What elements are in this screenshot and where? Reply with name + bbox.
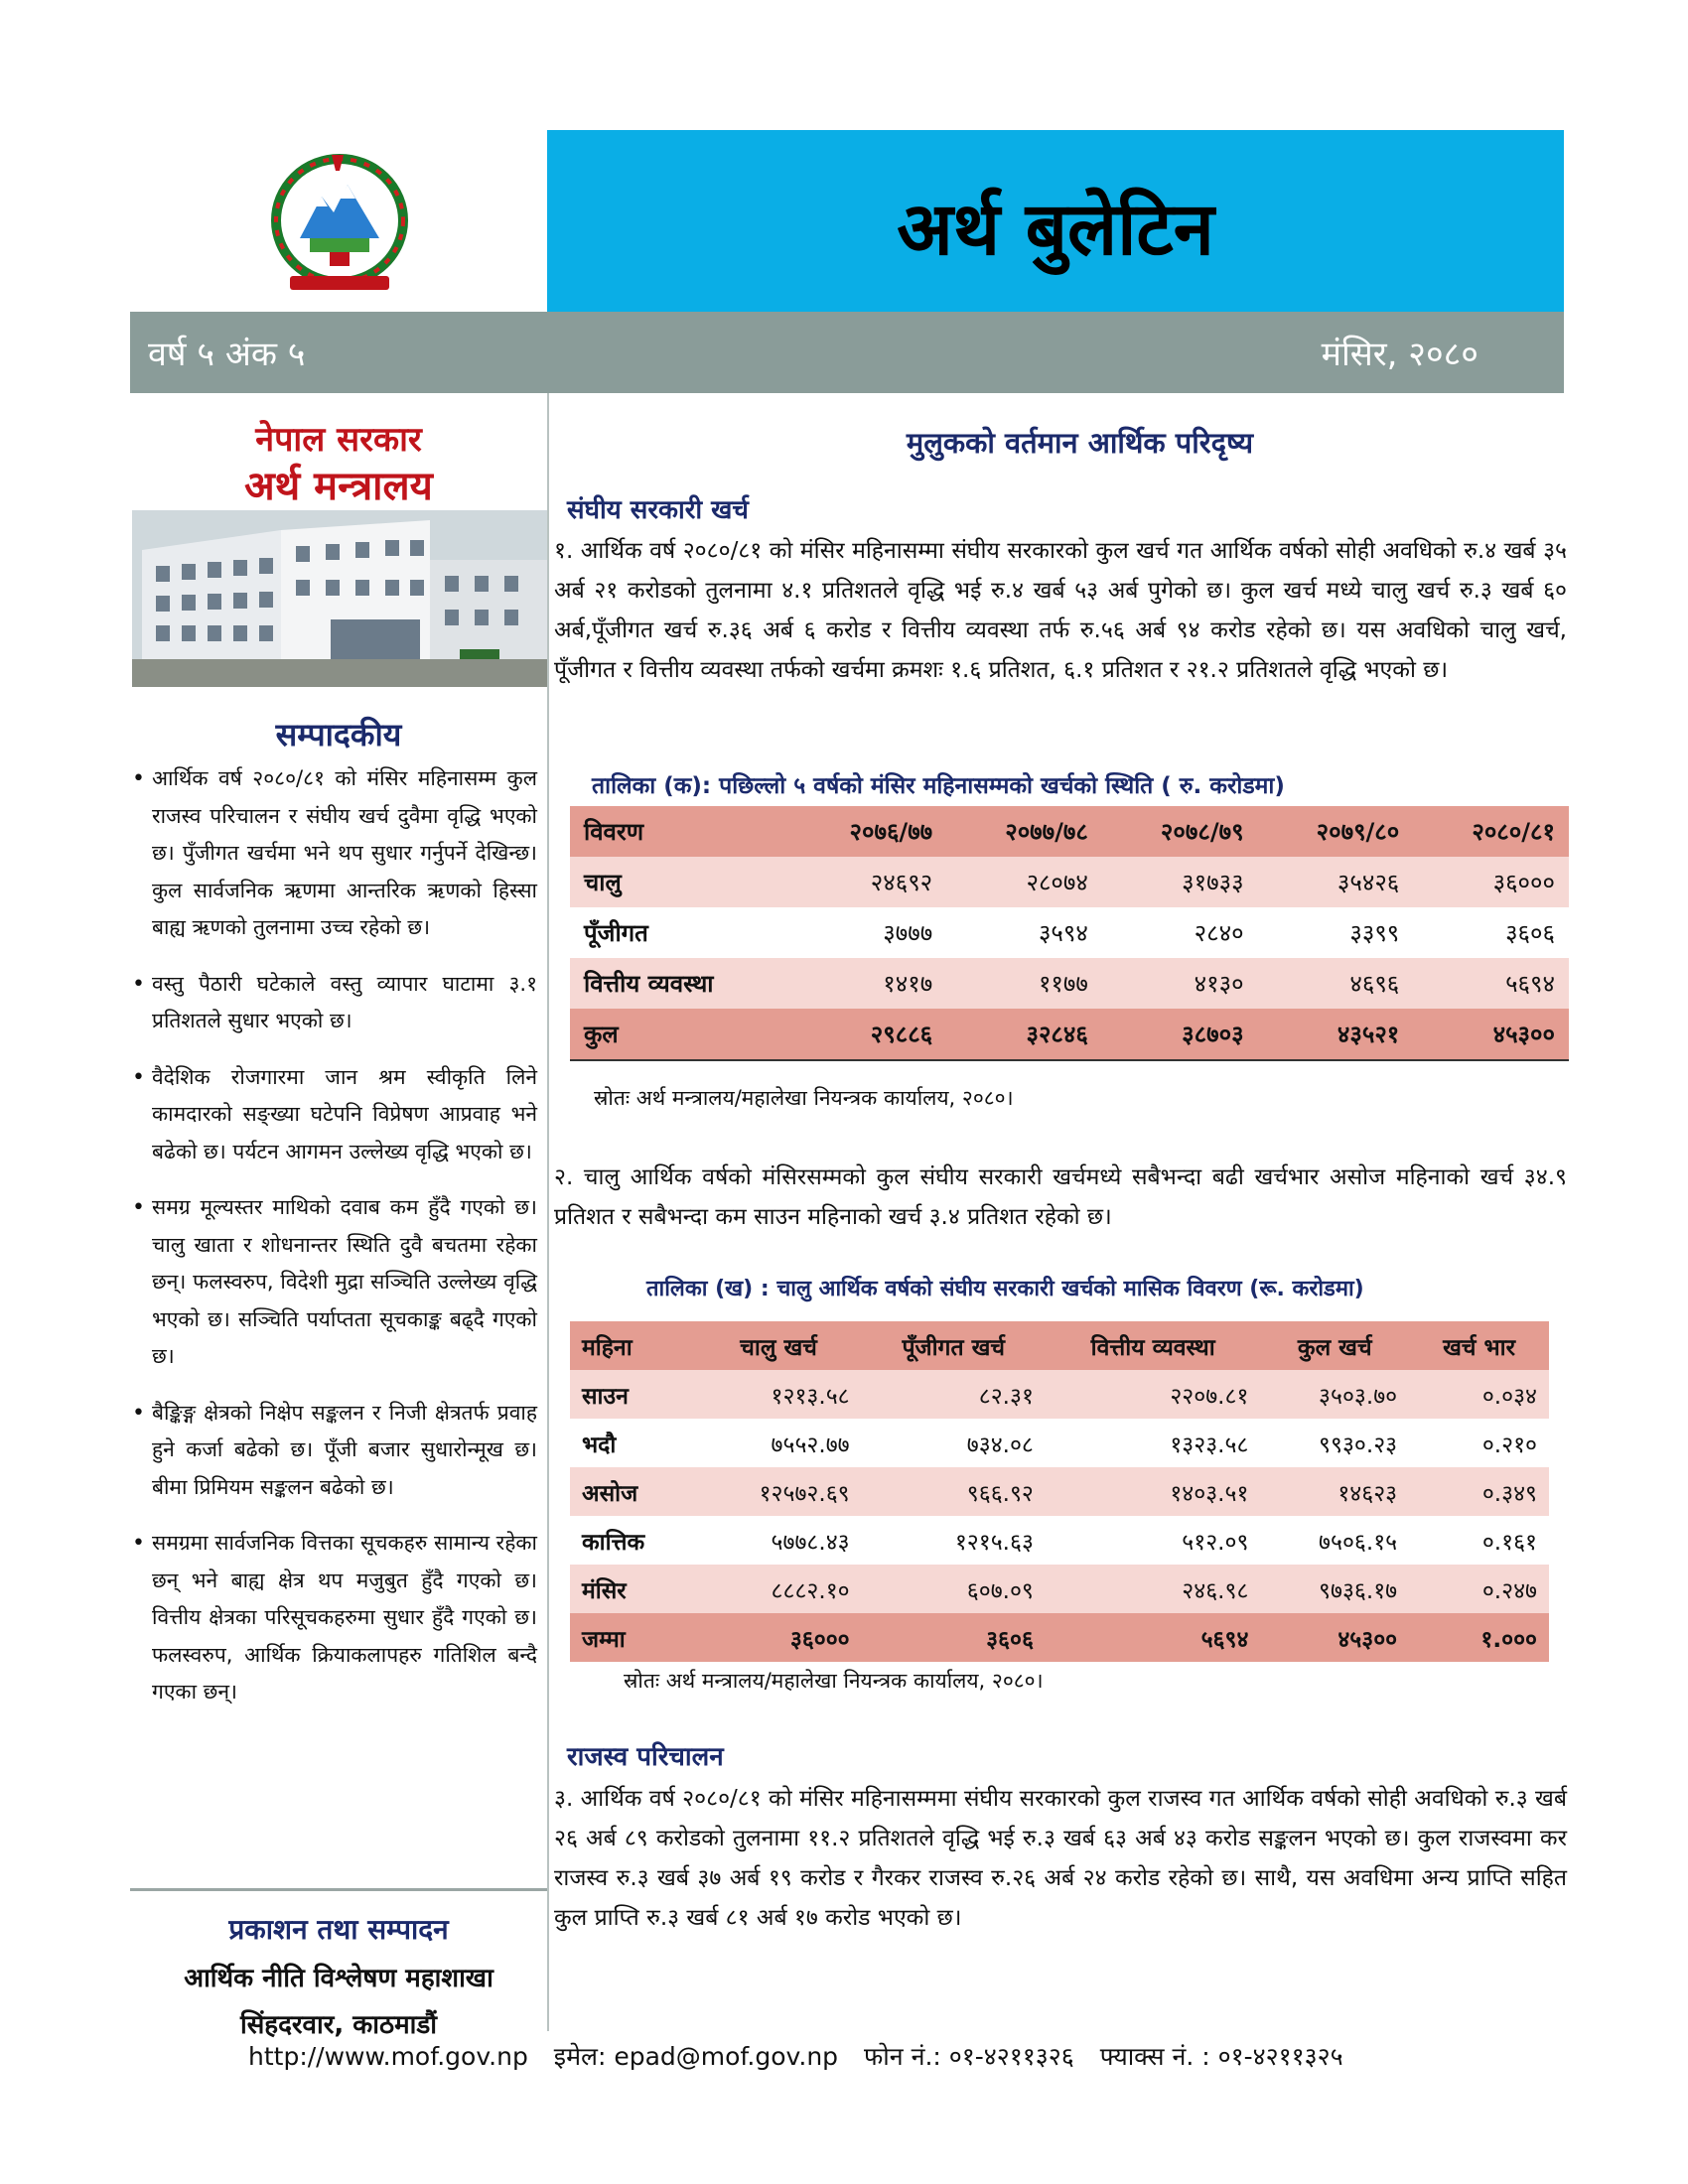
table-b [570,1321,1549,1662]
table-header-cell: कुल खर्च [1297,1334,1372,1361]
section-heading-expenditure: संघीय सरकारी खर्च [567,495,749,525]
table-cell: १४६२३ [1337,1480,1398,1507]
editorial-item: • आर्थिक वर्ष २०८०/८१ को मंसिर महिनासम्म कुल राजस्व परिचालन र संघीय खर्च दुवैमा वृद्धि भएको छ। पुँजीगत खर्चमा भने थप सुधार गर्नुपर्ने देखिन्छ। कुल सार्वजनिक ऋणमा आन्तरिक ऋणको हिस्सा बाह्य ऋणको तुलनामा उच्च रहेको छ। [130,760,537,947]
table-cell: ७३४.०८ [966,1432,1034,1458]
table-cell: ५६९४ [1200,1626,1249,1653]
table-header-cell: २०७७/७८ [1005,818,1088,846]
table-cell: ३६०६ [1505,919,1555,947]
paragraph-3: ३. आर्थिक वर्ष २०८०/८१ को मंसिर महिनासम्ममा संघीय सरकारको कुल राजस्व गत आर्थिक वर्षको सोही अवधिको रु.३ खर्ब २६ अर्ब ८९ करोडको तुलनामा ११.२ प्रतिशतले वृद्धि भई रु.३ खर्ब ६३ अर्ब ४३ करोड सङ्कलन भएको छ। कुल राजस्वमा कर राजस्व रु.३ खर्ब ३७ अर्ब १९ करोड र गैरकर राजस्व रु.२६ अर्ब २४ करोड रहेको छ। साथै, यस अवधिमा अन्य प्राप्ति सहित कुल प्राप्ति रु.३ खर्ब ८१ अर्ब १७ करोड भएको छ। [554,1786,1567,1931]
main-heading: मुलुकको वर्तमान आर्थिक परिदृष्य [906,426,1254,460]
editorial-item: • समग्रमा सार्वजनिक वित्तका सूचकहरु सामान्य रहेका छन् भने बाह्य क्षेत्र थप मजुबुत हुँदै गएको छ। वित्तीय क्षेत्रका परिसूचकहरुमा सुधार हुँदै गएको छ। फलस्वरुप, आर्थिक क्रियाकलापहरु गतिशिल बन्दै गएका छन्। [130,1525,537,1711]
table-cell: ३२८४६ [946,1009,1102,1060]
table-cell: कुल [570,1009,790,1060]
table-cell: ७५०६.१५ [1319,1529,1398,1556]
table-cell: १२१३.५८ [771,1383,850,1410]
table-cell: ४५३०० [1413,1009,1569,1060]
table-cell: २२०७.८१ [1170,1383,1249,1410]
phone-number: फोन नं.: ०१-४२११३२६ [864,2042,1074,2071]
table-b-caption: तालिका (ख) : चालु आर्थिक वर्षको संघीय सरकारी खर्चको मासिक विवरण (रू. करोडमा) [646,1277,1364,1301]
table-cell: ३५९४ [1038,919,1088,947]
table-header-cell: खर्च भार [1443,1334,1516,1361]
table-cell: ९९३०.२३ [1319,1432,1398,1458]
table-total-row [570,1009,1569,1060]
table-row [570,1467,1549,1516]
table-cell: ८८८२.१० [771,1577,850,1604]
table-cell: ७५५२.७७ [771,1432,850,1458]
table-cell: ४६९६ [1349,970,1400,998]
table-cell: चालु [584,869,622,896]
table-cell: ३५४२६ [1336,869,1400,896]
footer-contact [248,2039,1569,2073]
nepal-emblem [260,149,419,298]
table-header-cell: २०७८/७९ [1160,818,1244,846]
table-cell: २८४० [1194,919,1244,947]
table-row [570,1370,1549,1419]
table-header-cell: विवरण [584,818,644,846]
table-cell: ८२.३१ [978,1383,1034,1410]
table-cell: वित्तीय व्यवस्था [584,970,714,998]
editorial-item: • वैदेशिक रोजगारमा जान श्रम स्वीकृति लिने कामदारको सङ्ख्या घटेपनि विप्रेषण आप्रवाह भने बढेको छ। पर्यटन आगमन उल्लेख्य वृद्धि भएको छ। [130,1059,537,1171]
table-cell: ३५०३.७० [1319,1383,1398,1410]
table-cell: ३१७३३ [1182,869,1244,896]
table-cell: ३६००० [1492,869,1555,896]
table-cell: ३३९९ [1349,919,1400,947]
publication-address: सिंहदरवार, काठमाडौं [239,2010,438,2040]
bulletin-title: अर्थ बुलेटिन [897,187,1214,272]
table-cell: ६०७.०९ [966,1577,1034,1604]
editorial-item: • समग्र मूल्यस्तर माथिको दवाब कम हुँदै गएको छ। चालु खाता र शोधनान्तर स्थिति दुवै बचतमा रहेका छन्। फलस्वरुप, विदेशी मुद्रा सञ्चिति उल्लेख्य वृद्धि भएको छ। सञ्चिति पर्याप्तता सूचकाङ्क बढ्दै गएको छ। [130,1189,537,1376]
issue-date: मंसिर, २०८० [1321,335,1478,374]
table-header-row [570,1321,1549,1370]
table-cell: ५१२.०९ [1182,1529,1249,1556]
editorial-heading: सम्पादकीय [275,716,402,753]
table-row [570,1419,1549,1467]
editorial-item: • वस्तु पैठारी घटेकाले वस्तु व्यापार घाटामा ३.१ प्रतिशतले सुधार भएको छ। [130,966,537,1040]
editorial-list [130,760,537,1730]
table-header-row [570,806,1569,857]
table-row [570,1565,1549,1613]
table-cell: ०.०३४ [1481,1383,1537,1410]
table-cell: ०.३४९ [1481,1480,1537,1507]
table-row [570,958,1569,1009]
table-cell: ४३५२१ [1258,1009,1414,1060]
table-cell: ५६९४ [1505,970,1555,998]
table-cell: कात्तिक [582,1529,645,1556]
table-header-cell: वित्तीय व्यवस्था [1090,1334,1215,1361]
table-total-row [570,1613,1549,1662]
paragraph-1: १. आर्थिक वर्ष २०८०/८१ को मंसिर महिनासम्मा संघीय सरकारको कुल खर्च गत आर्थिक वर्षको सोही अवधिको रु.४ खर्ब ३५ अर्ब २१ करोडको तुलनामा ४.१ प्रतिशतले वृद्धि भई रु.४ खर्ब ५३ अर्ब पुगेको छ। कुल खर्च मध्ये चालु खर्च रु.३ खर्ब ६० अर्ब,पूँजीगत खर्च रु.३६ अर्ब ६ करोड र वित्तीय व्यवस्था तर्फ रु.५६ अर्ब ९४ करोड रहेको छ। यस अवधिको चालु खर्च, पूँजीगत र वित्तीय व्यवस्था तर्फको खर्चमा क्रमशः १.६ प्रतिशत, ६.१ प्रतिशत र २१.२ प्रतिशतले वृद्धि भएको छ। [554,538,1567,683]
table-cell: ०.२४७ [1481,1577,1537,1604]
table-cell: साउन [582,1383,629,1410]
title-banner [547,130,1564,312]
ministry-building-image [132,510,547,687]
table-cell: १२५७२.६९ [759,1480,850,1507]
table-cell: भदौ [582,1432,617,1458]
table-row [570,907,1569,958]
table-header-cell: पूँजीगत खर्च [902,1334,1006,1361]
table-cell: ०.१६१ [1481,1529,1537,1556]
table-header-cell: २०८०/८१ [1472,818,1555,846]
column-divider [547,393,549,2031]
ministry-name: अर्थ मन्त्रालय [244,463,433,509]
table-cell: १२१५.६३ [954,1529,1034,1556]
publication-heading: प्रकाशन तथा सम्पादन [228,1913,449,1946]
table-cell: ३८७०३ [1102,1009,1258,1060]
table-cell: ४१३० [1194,970,1244,998]
table-cell: ४५३०० [1337,1626,1398,1653]
table-header-cell: २०७६/७७ [849,818,933,846]
table-cell: ३६०६ [986,1626,1034,1653]
fax-number: फ्याक्स नं. : ०१-४२११३२५ [1099,2042,1343,2071]
table-cell: असोज [582,1480,638,1507]
table-cell: १४०३.५१ [1170,1480,1249,1507]
table-row [570,1516,1549,1565]
section-heading-revenue: राजस्व परिचालन [567,1742,724,1772]
table-cell: जम्मा [582,1626,626,1653]
table-cell: मंसिर [582,1577,627,1604]
government-name: नेपाल सरकार [255,420,422,460]
publication-division: आर्थिक नीति विश्लेषण महाशाखा [184,1964,493,1993]
issue-bar [130,312,1564,393]
table-header-cell: चालु खर्च [740,1334,817,1361]
table-cell: ५७७८.४३ [771,1529,850,1556]
table-cell: ०.२१० [1481,1432,1537,1458]
table-cell: १३२३.५८ [1170,1432,1249,1458]
table-cell: ११७७ [1038,970,1088,998]
table-cell: २९८८६ [790,1009,946,1060]
table-cell: ९६६.९२ [966,1480,1034,1507]
editorial-item: • बैङ्किङ्ग क्षेत्रको निक्षेप सङ्कलन र निजी क्षेत्रतर्फ प्रवाह हुने कर्जा बढेको छ। पूँजी बजार सुधारोन्मूख छ। बीमा प्रिमियम सङ्कलन बढेको छ। [130,1395,537,1507]
table-header-cell: महिना [582,1334,633,1361]
table-cell: २८०७४ [1026,869,1088,896]
table-cell: ३७७७ [883,919,933,947]
table-a-source: स्रोतः अर्थ मन्त्रालय/महालेखा नियन्त्रक कार्यालय, २०८०। [594,1086,1014,1110]
table-a [570,806,1569,1061]
email-link[interactable]: इमेल: epad@mof.gov.np [553,2042,839,2071]
issue-number: वर्ष ५ अंक ५ [148,335,306,374]
sidebar-divider [130,1888,547,1891]
table-cell: पूँजीगत [584,919,648,947]
table-cell: १.००० [1480,1626,1537,1653]
paragraph-2: २. चालु आर्थिक वर्षको मंसिरसम्मको कुल संघीय सरकारी खर्चमध्ये सबैभन्दा बढी खर्चभार असोज महिनाको खर्च ३४.९ प्रतिशत र सबैभन्दा कम साउन महिनाको खर्च ३.४ प्रतिशत रहेको छ। [554,1164,1567,1230]
website-link[interactable]: http://www.mof.gov.np [248,2042,528,2071]
table-cell: १४१७ [883,970,933,998]
table-cell: ३६००० [789,1626,850,1653]
table-row [570,857,1569,907]
table-header-cell: २०७९/८० [1316,818,1400,846]
table-cell: २४६९२ [870,869,933,896]
table-b-source: स्रोतः अर्थ मन्त्रालय/महालेखा नियन्त्रक कार्यालय, २०८०। [624,1669,1044,1693]
table-a-caption: तालिका (क): पछिल्लो ५ वर्षको मंसिर महिनासम्मको खर्चको स्थिति ( रु. करोडमा) [592,773,1285,799]
table-cell: २४६.९८ [1182,1577,1249,1604]
table-cell: ९७३६.१७ [1319,1577,1398,1604]
